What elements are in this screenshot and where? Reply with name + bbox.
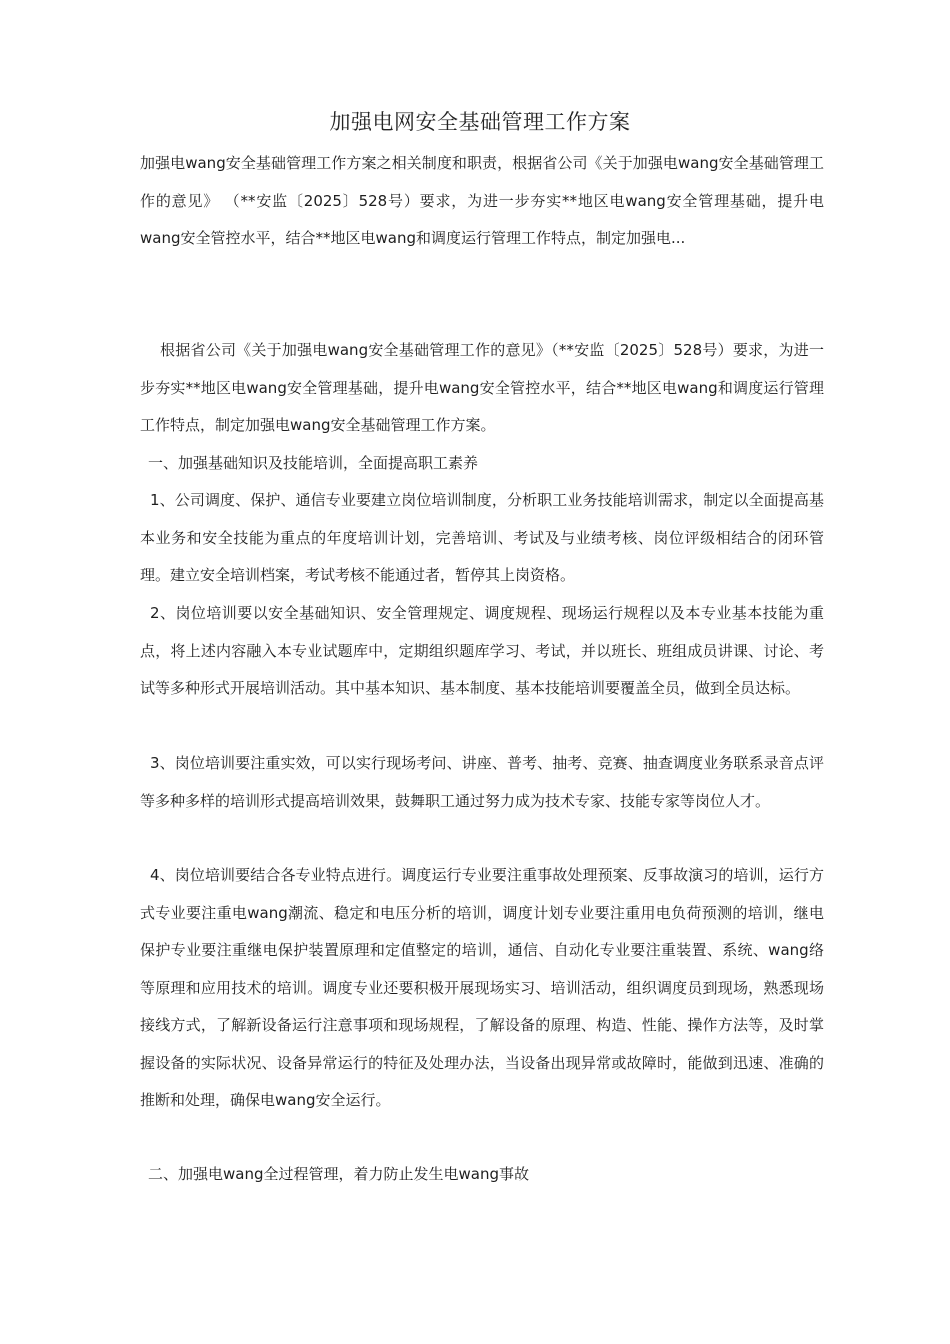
- list-item-1: 1、公司调度、保护、通信专业要建立岗位培训制度，分析职工业务技能培训需求，制定以全面提高基本业务和安全技能为重点的年度培训计划，完善培训、考试及与业绩考核、岗位评级相结合的闭环管理。建立安全培训档案，考试考核不能通过者，暂停其上岗资格。: [140, 491, 824, 584]
- list-item-2: 2、岗位培训要以安全基础知识、安全管理规定、调度规程、现场运行规程以及本专业基本技能为重点，将上述内容融入本专业试题库中，定期组织题库学习、考试，并以班长、班组成员讲课、讨论、考试等多种形式开展培训活动。其中基本知识、基本制度、基本技能培训要覆盖全员，做到全员达标。: [140, 604, 824, 697]
- document-title: 加强电网安全基础管理工作方案: [329, 110, 631, 134]
- list-item-3: 3、岗位培训要注重实效，可以实行现场考问、讲座、普考、抽考、竞赛、抽查调度业务联系录音点评等多种多样的培训形式提高培训效果，鼓舞职工通过努力成为技术专家、技能专家等岗位人才。: [140, 754, 824, 810]
- intro-paragraph: 根据省公司《关于加强电wang安全基础管理工作的意见》（**安监〔2025〕528号）要求，为进一步夯实**地区电wang安全管理基础，提升电wang安全管控水平，结合**地区电wang和调度运行管理工作特点，制定加强电wang安全基础管理工作方案。: [140, 341, 824, 434]
- summary-paragraph: 加强电wang安全基础管理工作方案之相关制度和职责，根据省公司《关于加强电wang安全基础管理工作的意见》 （**安监〔2025〕528号）要求，为进一步夯实**地区电wang安全管理基础，提升电wang安全管控水平，结合**地区电wang和调度运行管理工作特点，制定加强电...: [140, 154, 824, 247]
- section-heading-1: 一、加强基础知识及技能培训，全面提高职工素养: [148, 454, 479, 472]
- list-item-4: 4、岗位培训要结合各专业特点进行。调度运行专业要注重事故处理预案、反事故演习的培训，运行方式专业要注重电wang潮流、稳定和电压分析的培训，调度计划专业要注重用电负荷预测的培训，继电保护专业要注重继电保护装置原理和定值整定的培训，通信、自动化专业要注重装置、系统、wang络等原理和应用技术的培训。调度专业还要积极开展现场实习、培训活动，组织调度员到现场，熟悉现场接线方式，了解新设备运行注意事项和现场规程，了解设备的原理、构造、性能、操作方法等，及时掌握设备的实际状况、设备异常运行的特征及处理办法，当设备出现异常或故障时，能做到迅速、准确的推断和处理，确保电wang安全运行。: [140, 866, 824, 1109]
- section-heading-2: 二、加强电wang全过程管理，着力防止发生电wang事故: [148, 1165, 529, 1183]
